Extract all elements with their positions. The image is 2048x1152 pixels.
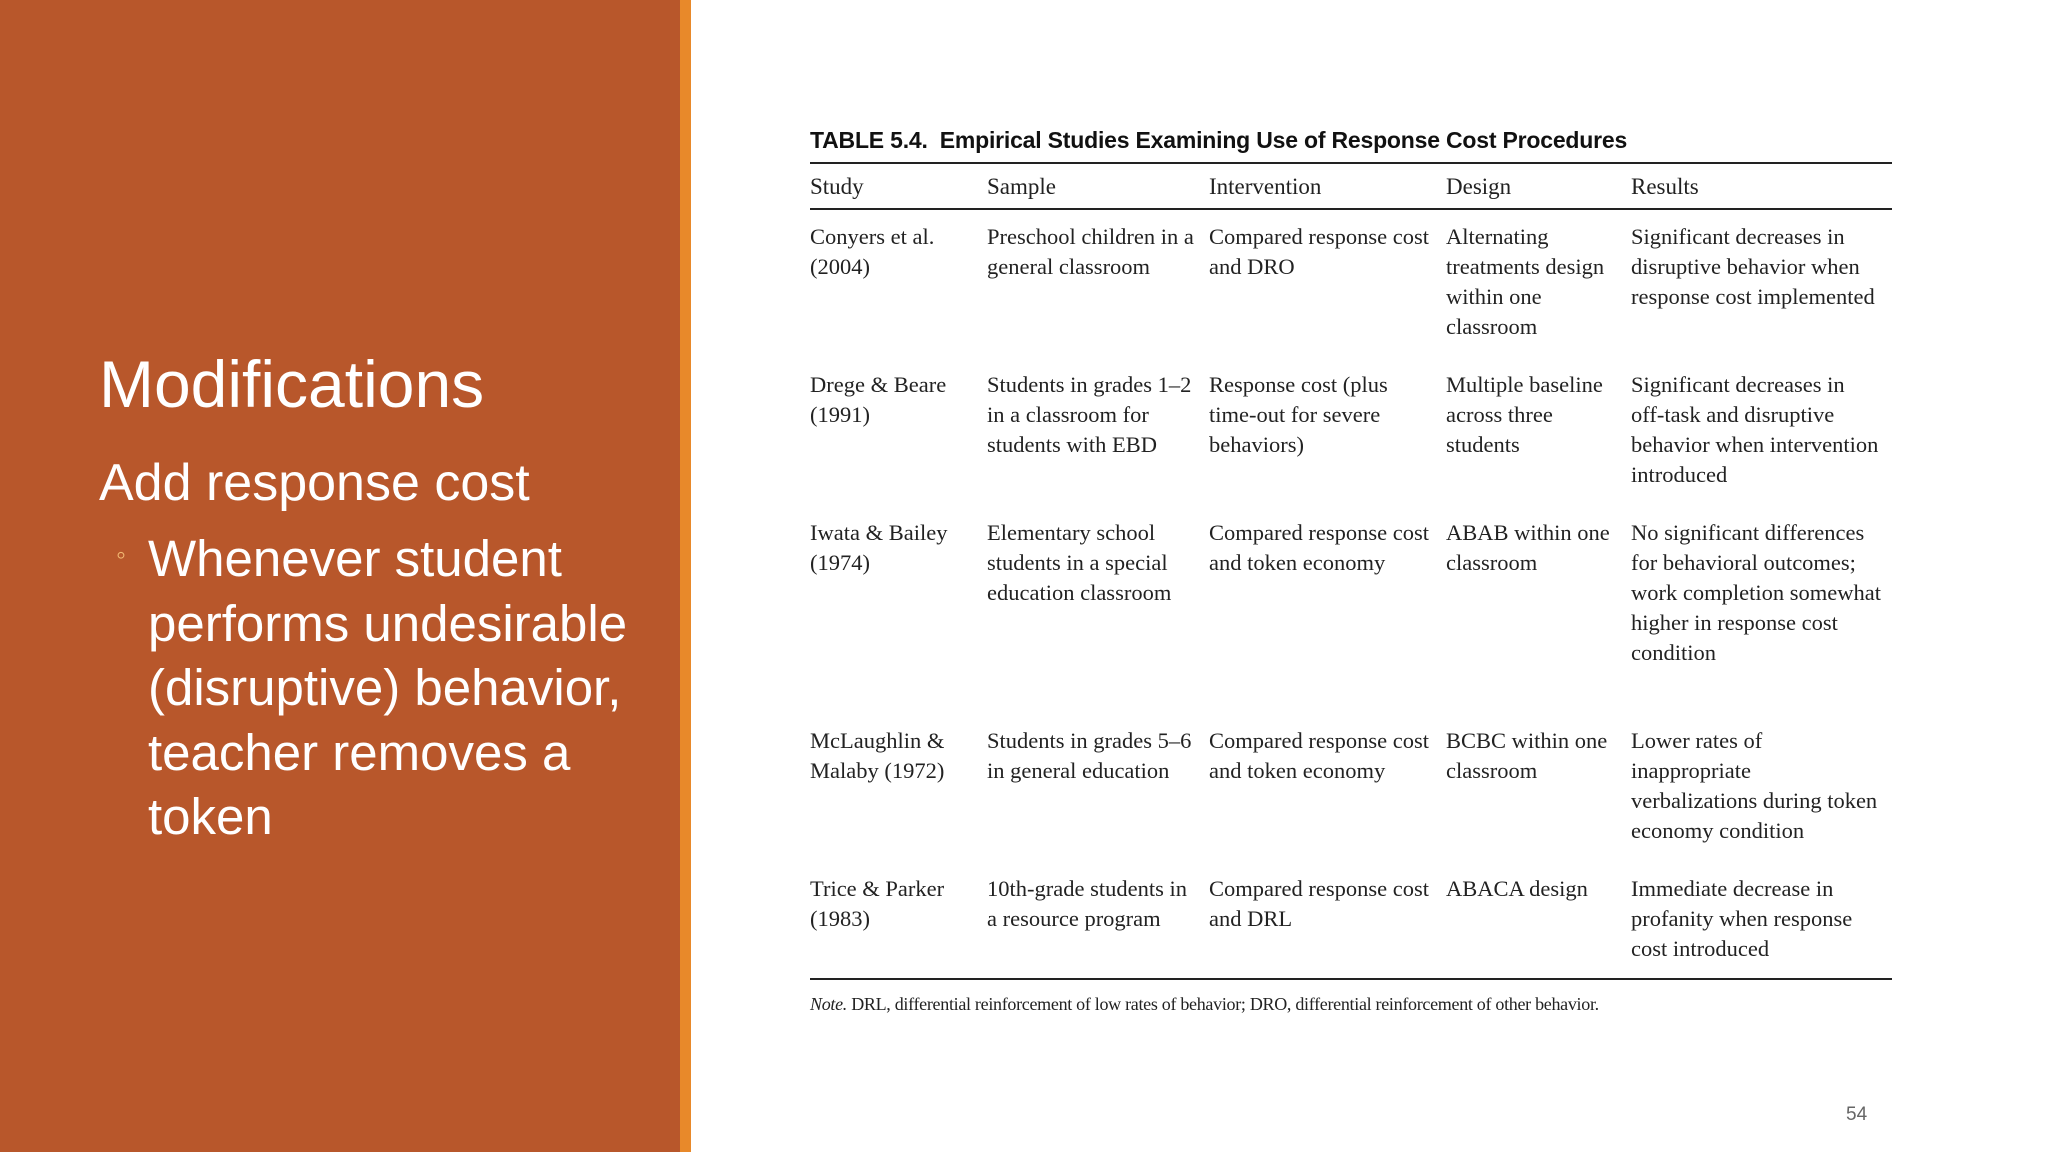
- studies-table: [810, 164, 1892, 980]
- cell-results: Lower rates of inappropriate verbalizations during token economy condition: [1631, 728, 1878, 843]
- table-row: [810, 714, 1892, 862]
- cell-intervention: Compared response cost and token economy: [1209, 520, 1429, 575]
- cell-study: Trice & Parker (1983): [810, 862, 987, 979]
- note-label: Note.: [810, 994, 847, 1014]
- table-caption-title: Empirical Studies Examining Use of Response Cost Procedures: [939, 127, 1628, 153]
- table-row: [810, 209, 1892, 358]
- page-number: 54: [1846, 1104, 1868, 1125]
- cell-intervention: Compared response cost and token economy: [1209, 728, 1429, 783]
- cell-sample: 10th-grade students in a resource program: [987, 862, 1209, 979]
- cell-results: Significant decreases in off-task and disruptive behavior when intervention introduced: [1631, 372, 1879, 487]
- table-figure: [810, 127, 1892, 1015]
- cell-design: BCBC within one classroom: [1446, 728, 1608, 783]
- cell-design: ABACA design: [1446, 862, 1631, 979]
- cell-design: Alternating treatments design within one classroom: [1446, 224, 1605, 339]
- cell-results: Immediate decrease in profanity when response cost introduced: [1631, 862, 1892, 979]
- table-row: [810, 358, 1892, 506]
- cell-design: Multiple baseline across three students: [1446, 372, 1603, 457]
- cell-study: Iwata & Bailey (1974): [810, 520, 948, 575]
- header-design: Design: [1446, 164, 1631, 209]
- table-row: [810, 506, 1892, 714]
- cell-intervention: Response cost (plus time-out for severe behaviors): [1209, 372, 1388, 457]
- table-caption-number: TABLE 5.4.: [810, 127, 928, 153]
- table-header-row: [810, 164, 1892, 209]
- accent-bar: [680, 0, 691, 1152]
- cell-results: Significant decreases in disruptive behavior when response cost implemented: [1631, 224, 1875, 309]
- cell-study: Drege & Beare (1991): [810, 372, 947, 427]
- slide-subtitle: Add response cost: [99, 454, 530, 512]
- bullet-text: Whenever student performs undesirable (disruptive) behavior, teacher removes a token: [148, 530, 628, 845]
- cell-sample: Students in grades 1–2 in a classroom for students with EBD: [987, 372, 1192, 457]
- cell-results: No significant differences for behavioral outcomes; work completion somewhat higher in response cost condition: [1631, 520, 1881, 665]
- slide-title: Modifications: [99, 347, 485, 421]
- cell-intervention: Compared response cost and DRL: [1209, 862, 1446, 979]
- cell-sample: Elementary school students in a special education classroom: [987, 520, 1172, 605]
- cell-intervention: Compared response cost and DRO: [1209, 224, 1429, 279]
- cell-sample: Students in grades 5–6 in general education: [987, 728, 1192, 783]
- bullet-item: [116, 527, 636, 850]
- header-sample: Sample: [987, 164, 1209, 209]
- table-caption: [810, 127, 1892, 164]
- header-study: Study: [810, 164, 987, 209]
- header-intervention: Intervention: [1209, 164, 1446, 209]
- header-results: Results: [1631, 164, 1892, 209]
- cell-sample: Preschool children in a general classroom: [987, 224, 1194, 279]
- cell-study: McLaughlin & Malaby (1972): [810, 728, 945, 783]
- table-note: [810, 994, 1892, 1015]
- cell-design: ABAB within one classroom: [1446, 520, 1610, 575]
- cell-study: Conyers et al. (2004): [810, 224, 935, 279]
- bullet-circle-icon: ◦: [116, 539, 126, 570]
- table-row: [810, 862, 1892, 979]
- note-text: DRL, differential reinforcement of low rates of behavior; DRO, differential reinforcement of other behavior.: [851, 994, 1599, 1014]
